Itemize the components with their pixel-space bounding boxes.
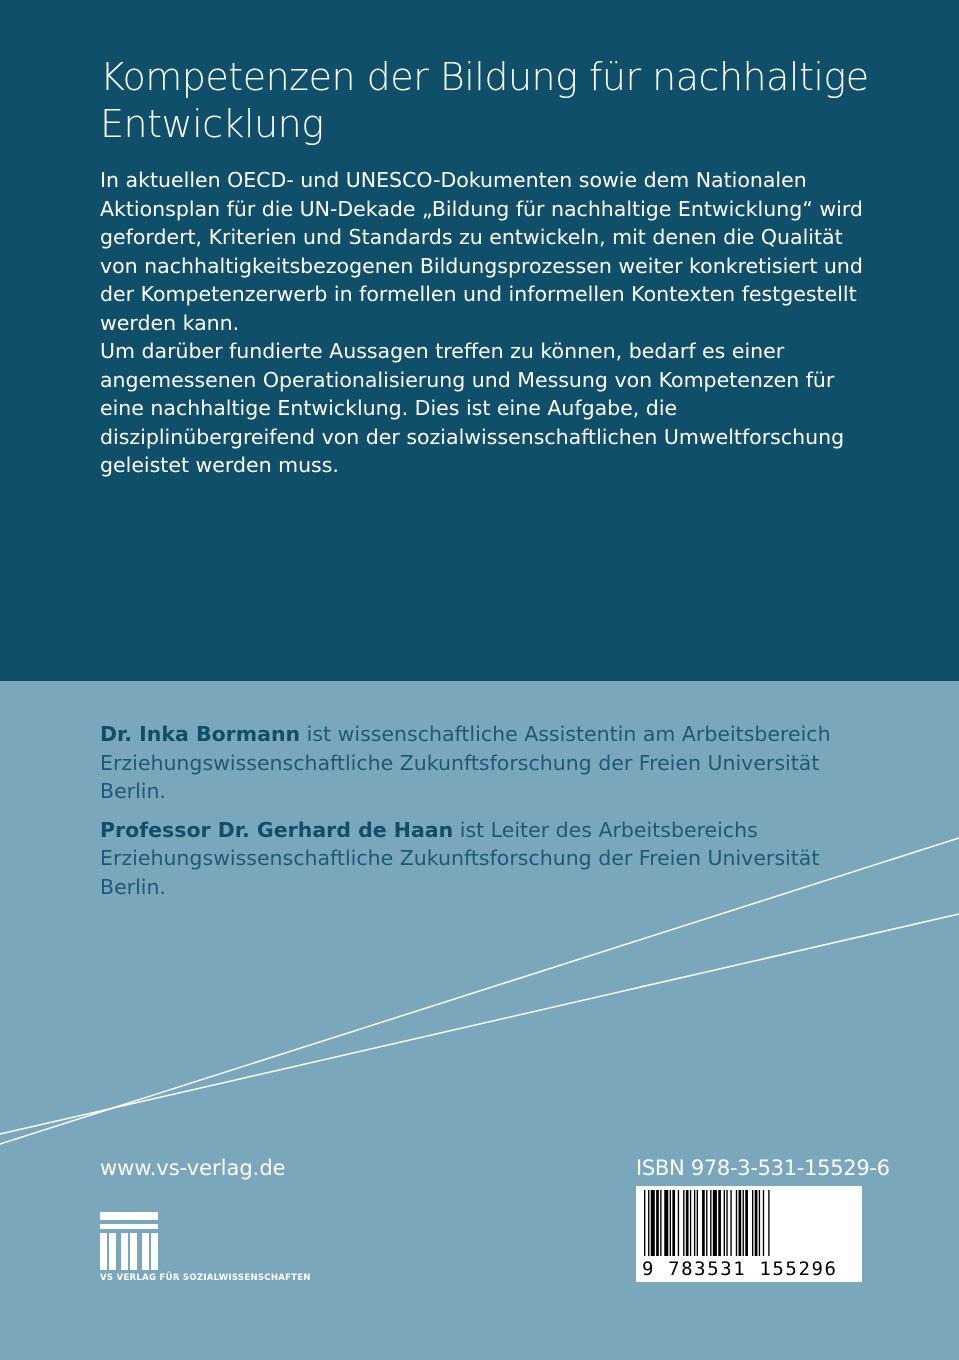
publisher-logo-icon (100, 1212, 160, 1270)
author-bio-2 (100, 816, 880, 902)
author-name-1: Dr. Inka Bormann (100, 722, 301, 746)
author-bio-1 (100, 720, 880, 806)
author-text-1: ist wissenschaftliche Assistentin am Arbeitsbereich Erziehungswissenschaftliche Zukunftsforschung der Freien Universität Berlin. (100, 722, 831, 803)
book-title: Kompetenzen der Bildung für nachhaltige Entwicklung (100, 55, 869, 146)
author-name-2: Professor Dr. Gerhard de Haan (100, 817, 454, 842)
barcode-bars-icon (636, 1186, 862, 1258)
author-text-2: ist Leiter des Arbeitsbereichs Erziehungswissenschaftliche Zukunftsforschung der Freien Universität Berlin. (100, 817, 820, 899)
author-bios (100, 720, 880, 911)
publisher-website: www.vs-verlag.de (100, 1156, 286, 1180)
book-description (100, 166, 880, 480)
barcode (636, 1186, 862, 1282)
barcode-digits: 9 783531 155296 (642, 1258, 838, 1280)
decorative-line-1 (0, 914, 959, 1134)
isbn-label: ISBN 978-3-531-15529-6 (636, 1156, 890, 1180)
description-paragraph-2: Um darüber fundierte Aussagen treffen zu können, bedarf es einer angemessenen Operationalisierung und Messung von Kompetenzen für eine nachhaltige Entwicklung. Dies ist eine Aufgabe, die disziplinübergreifend von der sozialwissenschaftlichen Umweltforschung geleistet werden muss. (100, 339, 845, 477)
description-paragraph-1: In aktuellen OECD- und UNESCO-Dokumenten sowie dem Nationalen Aktionsplan für die UN-Dekade „Bildung für nachhaltige Entwicklung“ wird gefordert, Kriterien und Standards zu entwickeln, mit denen die Qualität von nachhaltigkeitsbezogenen Bildungsprozessen weiter konkretisiert und der Kompetenzerwerb in formellen und informellen Kontexten festgestellt werden kann. (100, 168, 863, 335)
publisher-name: VS VERLAG FÜR SOZIALWISSENSCHAFTEN (100, 1273, 311, 1283)
